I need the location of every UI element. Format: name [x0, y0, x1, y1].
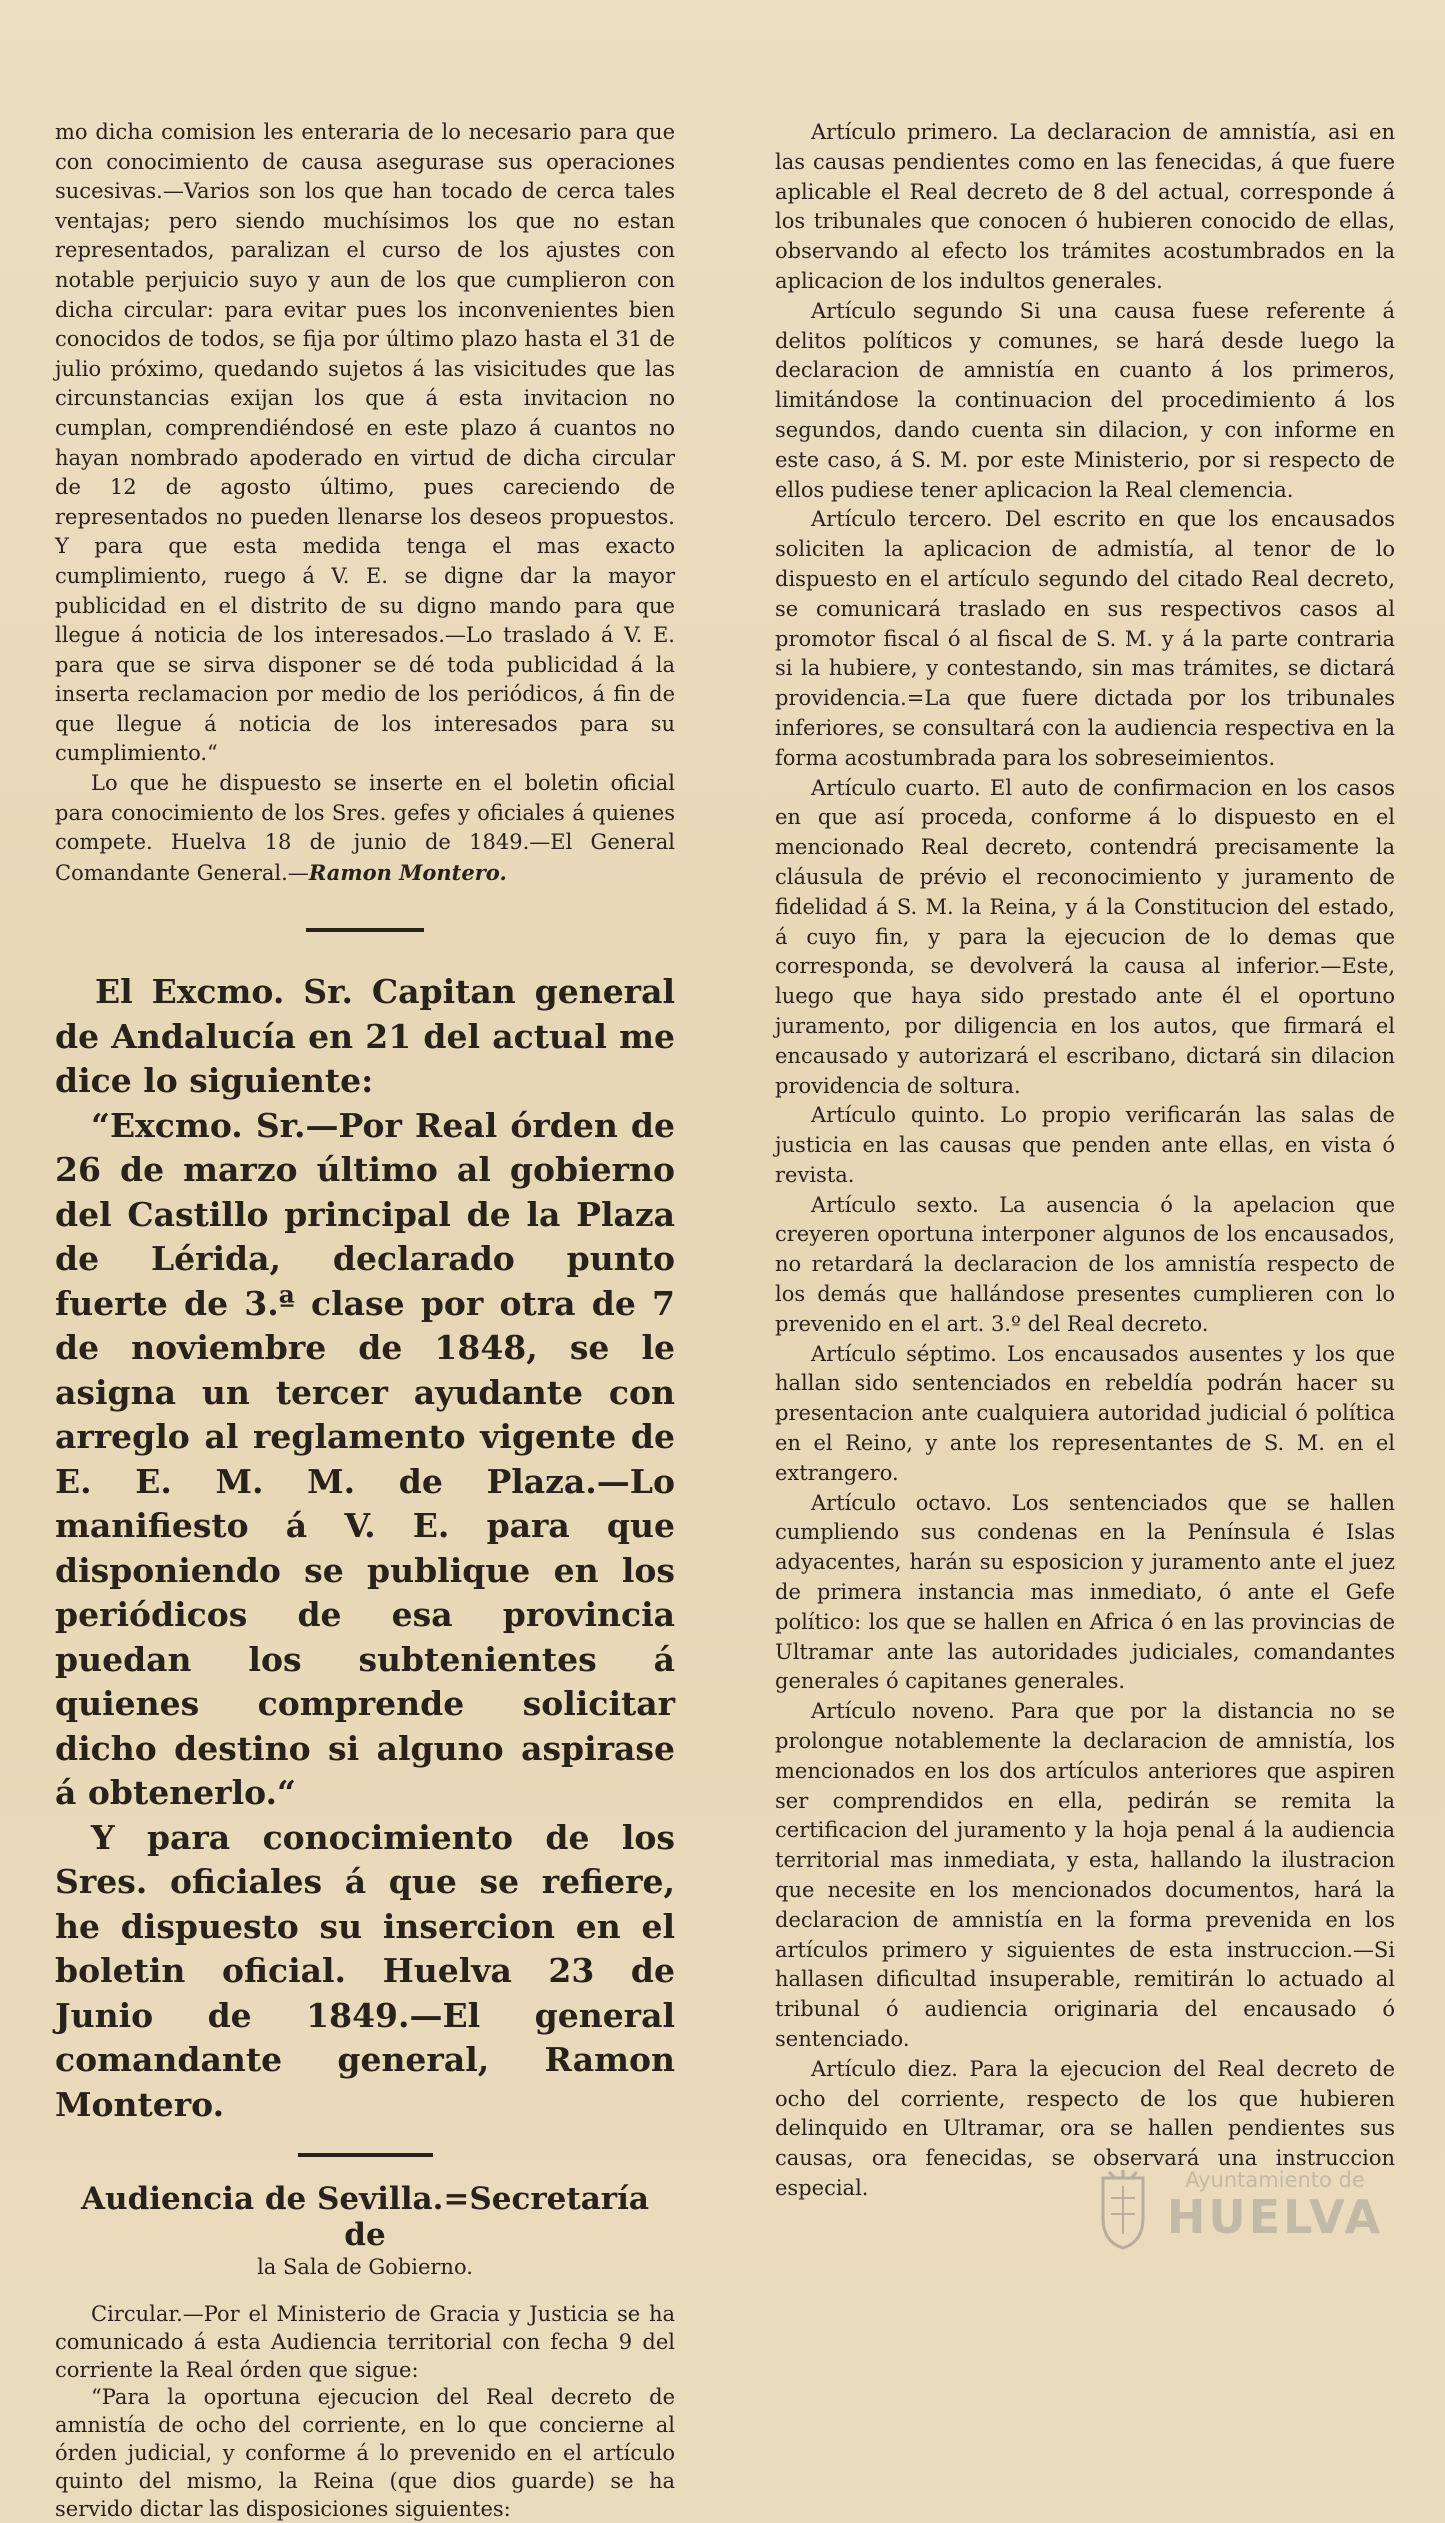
- fragment-paragraph: mo dicha comision les enteraria de lo necesario para que con conocimiento de causa asegurase sus operaciones sucesivas.—Varios son los que han tocado de cerca tales ventajas; pero siendo muchísimos los que no estan representados, paralizan el curso de los ajustes con notable perjuicio suyo y aun de los que cumplieron con dicha circular: para evitar pues los inconvenientes bien conocidos de todos, se fija por último plazo hasta el 31 de julio próximo, quedando sujetos á las visicitudes que las circunstancias exijan los que á esta invitacion no cumplan, comprendiéndosé en este plazo á cuantos no hayan nombrado apoderado en virtud de dicha circular de 12 de agosto último, pues careciendo de representados no pueden llenarse los deseos propuestos. Y para que esta medida tenga el mas exacto cumplimiento, ruego á V. E. se digne dar la mayor publicidad en el distrito de su digno mando para que llegue á noticia de los interesados.—Lo traslado á V. E. para que se sirva disponer se dé toda publicidad á la inserta reclamacion por medio de los periódicos, á fin de que llegue á noticia de los interesados para su cumplimiento.“: [55, 120, 675, 766]
- article-9: Artículo noveno. Para que por la distancia no se prolongue notablemente la declaracion de amnistía, los mencionados en los dos artículos anteriores que aspiren ser comprendidos en ella, pedirán se remita la certificacion del juramento y la hoja penal á la audiencia territorial mas inmediata, y esta, hallando la ilustracion que necesite en los mencionados documentos, hará la declaracion de amnistía en la forma prevenida en los artículos primero y siguientes de esta instruccion.—Si hallasen dificultad insuperable, remitirán lo actuado al tribunal ó audiencia originaria del encausado ó sentenciado.: [775, 1699, 1395, 2051]
- section-subheading: la Sala de Gobierno.: [257, 2255, 473, 2280]
- article-3: Artículo tercero. Del escrito en que los encausados soliciten la aplicacion de admistía, al tenor de lo dispuesto en el artículo segundo del citado Real decreto, se comunicará traslado en sus respectivos casos al promotor fiscal ó al fiscal de S. M. y á la parte contraria si la hubiere, y contestando, sin mas trámites, se dictará providencia.=La que fuere dictada por los tribunales inferiores, se consultará con la audiencia respectiva en la forma acostumbrada para los sobreseimientos.: [775, 507, 1395, 770]
- separator-rule: [298, 2153, 433, 2157]
- watermark-line2: HUELVA: [1166, 2190, 1384, 2244]
- captain-general-notice: [55, 970, 675, 2127]
- archive-watermark: [1160, 2168, 1390, 2242]
- notice-heading: El Excmo. Sr. Capitan general de Andalucía en 21 del actual me dice lo siguiente:: [55, 972, 675, 1101]
- section-heading: Audiencia de Sevilla.=Secretaría de: [81, 2181, 649, 2254]
- left-column: [55, 118, 675, 2523]
- article-2: Artículo segundo Si una causa fuese referente á delitos políticos y comunes, se hará desde luego la declaracion de amnistía en cuanto á los primeros, limitándose la continuacion del procedimiento á los segundos, dando cuenta sin dilacion, y con informe en este caso, á S. M. por este Ministerio, por si respecto de ellos pudiese tener aplicacion la Real clemencia.: [775, 298, 1395, 502]
- article-10: Artículo diez. Para la ejecucion del Real decreto de ocho del corriente, respecto de los que hubieren delinquido en Ultramar, ora se hallen pendientes sus causas, ora fenecidas, se observará una instruccion especial.: [775, 2056, 1395, 2200]
- separator-rule: [306, 928, 424, 932]
- article-6: Artículo sexto. La ausencia ó la apelacion que creyeren oportuna interponer algunos de los encausados, no retardará la declaracion de los amnistía respecto de los demás que hallándose presentes cumplieren con lo prevenido en el art. 3.º del Real decreto.: [775, 1192, 1395, 1336]
- article-1: Artículo primero. La declaracion de amnistía, asi en las causas pendientes como en las fenecidas, á que fuere aplicable el Real decreto de 8 del actual, corresponde á los tribunales que conocen ó hubieren conocido de ellas, observando al efecto los trámites acostumbrados en la aplicacion de los indultos generales.: [775, 120, 1395, 293]
- circular-block: [55, 2301, 675, 2523]
- circular-quote: “Para la oportuna ejecucion del Real decreto de amnistía de ocho del corriente, en lo que concierne al órden judicial, y conforme á lo prevenido en el artículo quinto del mismo, la Reina (que dios guarde) se ha servido dictar las disposiciones siguientes:: [55, 2385, 675, 2521]
- article-7: Artículo séptimo. Los encausados ausentes y los que hallan sido sentenciados en rebeldía podrán hacer su presentacion ante cualquiera autoridad judicial ó política en el Reino, y ante los representantes de S. M. en el extrangero.: [775, 1341, 1395, 1485]
- article-5: Artículo quinto. Lo propio verificarán las salas de justicia en las causas que penden ante ellas, en vista ó revista.: [775, 1103, 1395, 1187]
- circular-intro: Circular.—Por el Ministerio de Gracia y Justicia se ha comunicado á esta Audiencia territorial con fecha 9 del corriente la Real órden que sigue:: [55, 2302, 675, 2382]
- article-4: Artículo cuarto. El auto de confirmacion en los casos en que así proceda, conforme á lo dispuesto en el mencionado Real decreto, contendrá precisamente la cláusula de prévio el reconocimiento y juramento de fidelidad á S. M. la Reina, y á la Constitucion del estado, á cuyo fin, y para la ejecucion de lo demas que corresponda, se devolverá la causa al inferior.—Este, luego que haya sido prestado ante él el oportuno juramento, por diligencia en los autos, que firmará el encausado y autorizará el escribano, dictará sin dilacion providencia de soltura.: [775, 775, 1395, 1098]
- closing-text: Lo que he dispuesto se inserte en el boletin oficial para conocimiento de los Sres. gefes y oficiales á quienes compete. Huelva 18 de junio de 1849.—El General Comandante General.—: [55, 771, 675, 885]
- right-column: [775, 118, 1395, 2204]
- coat-of-arms-icon: [1095, 2168, 1151, 2252]
- notice-body: “Excmo. Sr.—Por Real órden de 26 de marzo último al gobierno del Castillo principal de la Plaza de Lérida, declarado punto fuerte de 3.ª clase por otra de 7 de noviembre de 1848, se le asigna un tercer ayudante con arreglo al reglamento vigente de E. E. M. M. de Plaza.—Lo manifiesto á V. E. para que disponiendo se publique en los periódicos de esa provincia puedan los subtenientes á quienes comprende solicitar dicho destino si alguno aspirase á obtenerlo.“: [55, 1105, 675, 1813]
- closing-paragraph: [55, 769, 675, 888]
- notice-closing: Y para conocimiento de los Sres. oficiales á que se refiere, he dispuesto su insercion en el boletin oficial. Huelva 23 de Junio de 1849.—El general comandante general, Ramon Montero.: [55, 1817, 675, 2124]
- watermark-line1: Ayuntamiento de: [1185, 2168, 1365, 2192]
- article-8: Artículo octavo. Los sentenciados que se hallen cumpliendo sus condenas en la Península é Islas adyacentes, harán su esposicion y juramento ante el juez de primera instancia mas inmediato, ó ante el Gefe político: los que se hallen en Africa ó en las provincias de Ultramar ante las autoridades judiciales, comandantes generales ó capitanes generales.: [775, 1490, 1395, 1694]
- closing-signature: Ramon Montero.: [308, 859, 507, 885]
